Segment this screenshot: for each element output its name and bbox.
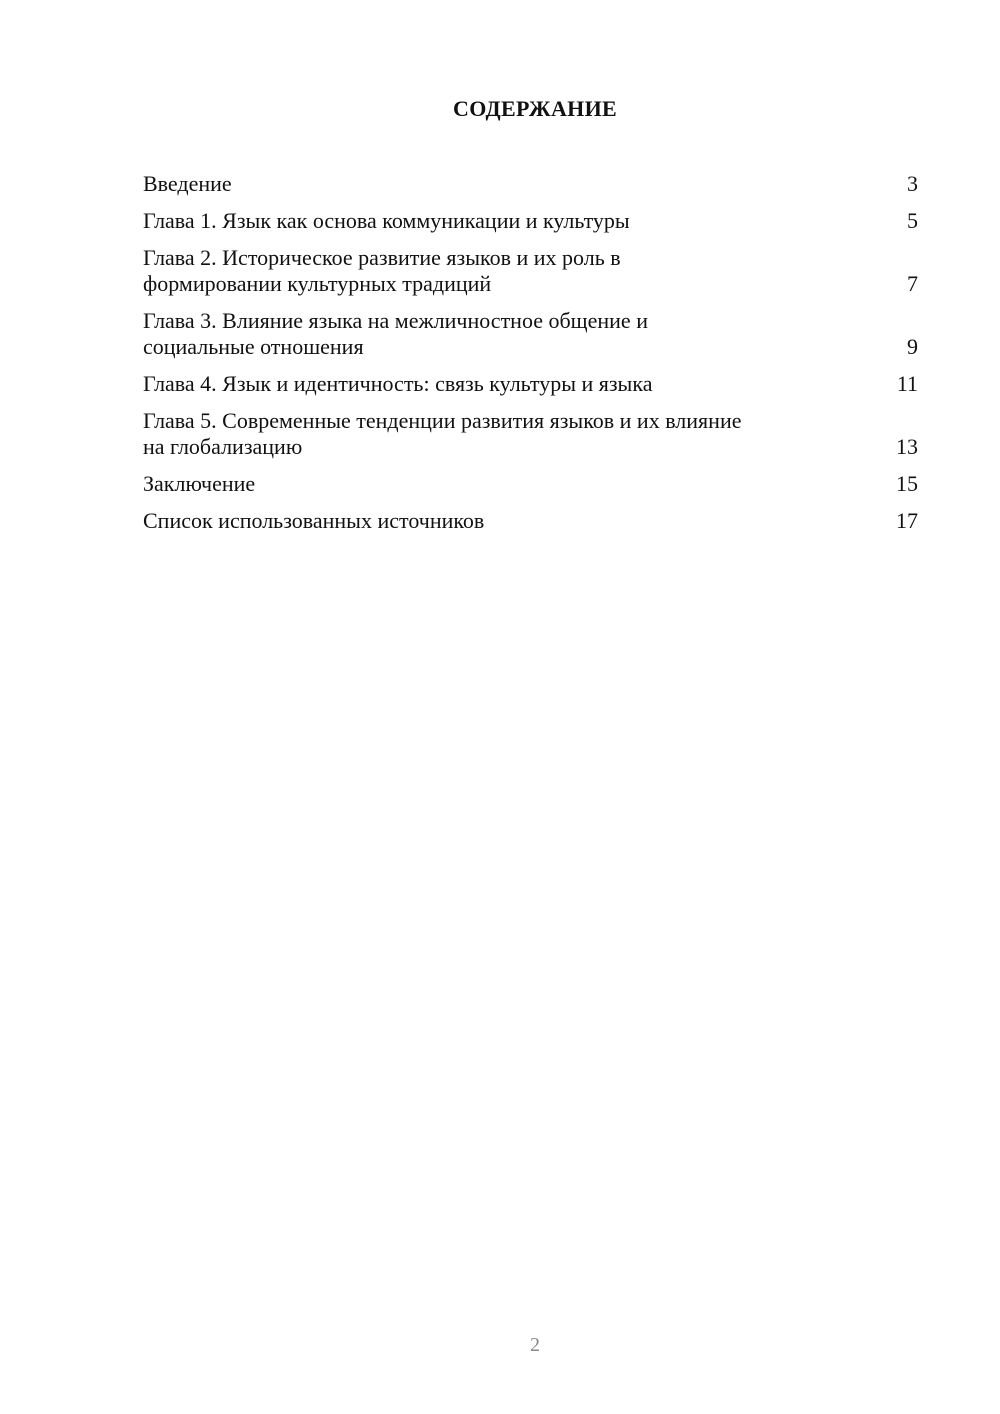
toc-entry-page: 7 — [907, 271, 918, 296]
toc-entry-text: Введение — [143, 171, 232, 196]
toc-entry — [143, 171, 918, 197]
page-title: СОДЕРЖАНИЕ — [453, 96, 617, 121]
toc-entry-page: 9 — [907, 334, 918, 359]
toc-entry-page: 17 — [896, 508, 918, 533]
toc-entry-page: 11 — [896, 371, 918, 396]
toc-entry — [143, 371, 918, 397]
table-of-contents — [143, 171, 918, 545]
toc-entry — [143, 245, 918, 297]
toc-entry — [143, 508, 918, 534]
toc-entry — [143, 308, 918, 360]
toc-entry-page: 5 — [907, 208, 918, 233]
toc-entry-text: Заключение — [143, 471, 256, 496]
toc-entry-page: 15 — [896, 471, 918, 496]
toc-entry-page: 3 — [907, 171, 918, 196]
toc-entry-text: Глава 5. Современные тенденции развития языков и их влияние на глобализацию — [143, 408, 742, 459]
toc-entry-text: Глава 2. Историческое развитие языков и их роль в формировании культурных традиций — [143, 245, 621, 296]
toc-entry — [143, 208, 918, 234]
toc-entry-text: Список использованных источников — [143, 508, 485, 533]
toc-entry-text: Глава 3. Влияние языка на межличностное общение и социальные отношения — [143, 308, 648, 359]
toc-entry-text: Глава 1. Язык как основа коммуникации и культуры — [143, 208, 630, 233]
page-number: 2 — [530, 1334, 540, 1356]
toc-entry-text: Глава 4. Язык и идентичность: связь культуры и языка — [143, 371, 653, 396]
toc-entry-page: 13 — [896, 434, 918, 459]
toc-entry — [143, 408, 918, 460]
toc-entry — [143, 471, 918, 497]
